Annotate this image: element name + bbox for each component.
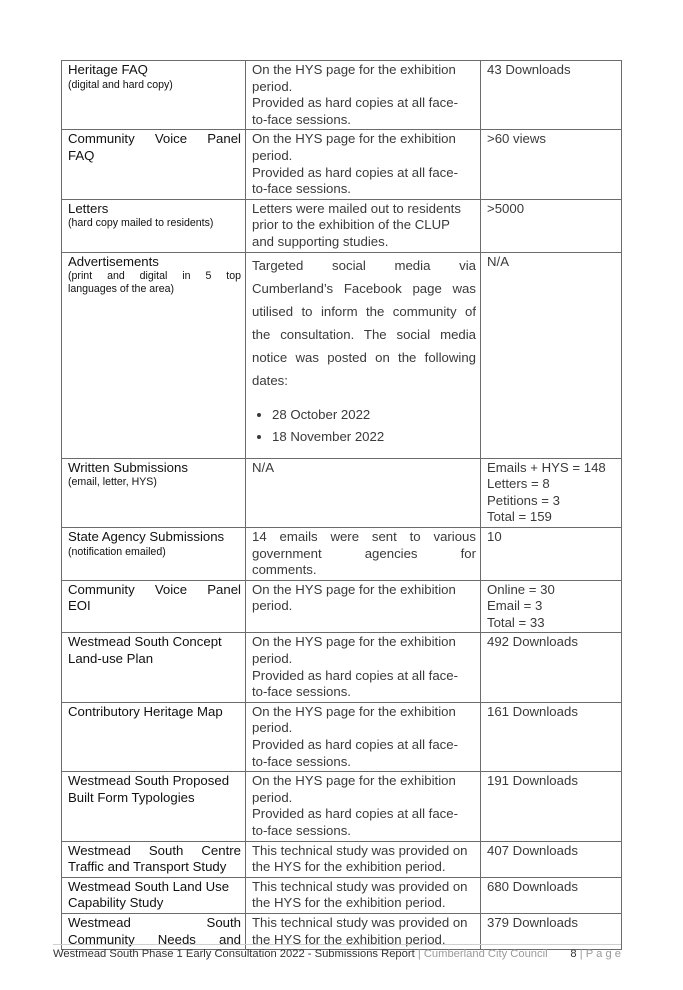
method-line: to-face sessions. (252, 823, 351, 838)
result-line: Online = 30 (487, 581, 555, 597)
result-line: Emails + HYS = 148 (487, 459, 606, 475)
activity-cell (62, 527, 246, 580)
method-line: 14 emails were sent to various (252, 528, 476, 544)
method-line: This technical study was provided on (252, 914, 468, 930)
result-line: Letters = 8 (487, 476, 550, 492)
activity-title: Advertisements (68, 253, 159, 269)
table-row (62, 458, 622, 527)
activity-subtitle: (hard copy mailed to residents) (68, 217, 214, 230)
table-row (62, 580, 622, 633)
activity-title: Westmead South Concept (68, 634, 222, 650)
result-cell (481, 458, 622, 527)
activity-cell (62, 199, 246, 252)
method-line: period. (252, 651, 293, 667)
method-line: On the HYS page for the exhibition (252, 131, 456, 147)
method-line: N/A (252, 459, 274, 475)
footer-org: Cumberland City Council (423, 948, 548, 960)
method-line: period. (252, 598, 293, 614)
result-line: 492 Downloads (487, 634, 578, 650)
method-cell (246, 199, 481, 252)
activity-subtitle: (digital and hard copy) (68, 78, 173, 91)
method-line: the HYS for the exhibition period. (252, 931, 446, 947)
result-line: 407 Downloads (487, 842, 578, 858)
activity-subtitle: languages of the area) (68, 283, 175, 296)
method-line: period. (252, 78, 293, 94)
footer-doc-title: Westmead South Phase 1 Early Consultation 2022 - Submissions Report (53, 948, 415, 960)
footer-separator: | (417, 948, 421, 960)
activity-subtitle: (email, letter, HYS) (68, 476, 157, 489)
activity-cell (62, 580, 246, 633)
method-line: to-face sessions. (252, 181, 351, 197)
result-line: 680 Downloads (487, 878, 578, 894)
table-row (62, 130, 622, 199)
result-cell (481, 130, 622, 199)
activity-title: EOI (68, 598, 91, 614)
activity-title: Built Form Typologies (68, 789, 195, 805)
activity-title: Westmead South Proposed (68, 773, 230, 789)
result-line: >5000 (487, 200, 525, 216)
method-line: government agencies for (252, 545, 476, 561)
method-cell (246, 702, 481, 771)
activity-title: Written Submissions (68, 459, 188, 475)
activity-title: Heritage FAQ (68, 62, 148, 77)
table-row (62, 877, 622, 913)
activity-cell (62, 841, 246, 877)
method-cell (246, 130, 481, 199)
method-line: notice was posted on the following (252, 349, 476, 365)
activity-title: Westmead South Centre (68, 842, 241, 858)
method-cell (246, 580, 481, 633)
activity-cell (62, 702, 246, 771)
method-line: On the HYS page for the exhibition (252, 703, 456, 719)
page-number-value: 8 (570, 948, 577, 960)
method-line: On the HYS page for the exhibition (252, 773, 456, 789)
method-line: and supporting studies. (252, 233, 389, 249)
result-line: Petitions = 3 (487, 492, 560, 508)
page-label: | P a g e (579, 948, 621, 960)
activity-subtitle: (notification emailed) (68, 545, 166, 558)
method-cell (246, 527, 481, 580)
activity-title: FAQ (68, 147, 95, 163)
activity-title: Contributory Heritage Map (68, 703, 223, 719)
result-cell (481, 633, 622, 702)
method-line: On the HYS page for the exhibition (252, 62, 456, 77)
method-line: On the HYS page for the exhibition (252, 634, 456, 650)
activity-subtitle: (print and digital in 5 top (68, 270, 241, 283)
method-cell (246, 252, 481, 458)
table-row (62, 61, 622, 130)
method-line: comments. (252, 562, 317, 578)
method-line: period. (252, 147, 293, 163)
method-line: Provided as hard copies at all face- (252, 737, 458, 753)
table-row (62, 841, 622, 877)
method-line: prior to the exhibition of the CLUP (252, 217, 450, 233)
activity-title: Capability Study (68, 895, 164, 911)
result-line: 379 Downloads (487, 914, 578, 930)
method-line: the HYS for the exhibition period. (252, 895, 446, 911)
activity-title: State Agency Submissions (68, 528, 225, 544)
activity-cell (62, 252, 246, 458)
result-cell (481, 772, 622, 841)
table-row (62, 252, 622, 458)
method-cell (246, 841, 481, 877)
method-line: to-face sessions. (252, 753, 351, 769)
method-line: Provided as hard copies at all face- (252, 95, 458, 111)
method-cell (246, 458, 481, 527)
result-line: Total = 159 (487, 509, 552, 525)
activity-title: Westmead South (68, 914, 241, 930)
table-row (62, 633, 622, 702)
method-cell (246, 61, 481, 130)
consultation-table (61, 60, 622, 950)
method-line: Provided as hard copies at all face- (252, 164, 458, 180)
result-cell (481, 580, 622, 633)
result-cell (481, 61, 622, 130)
result-line: N/A (487, 253, 509, 269)
method-line: This technical study was provided on (252, 842, 468, 858)
method-line: Letters were mailed out to residents (252, 200, 461, 216)
method-line: Cumberland’s Facebook page was (252, 280, 476, 296)
method-cell (246, 877, 481, 913)
method-line: to-face sessions. (252, 684, 351, 700)
method-cell (246, 633, 481, 702)
method-line: Targeted social media via (252, 257, 476, 273)
result-cell (481, 702, 622, 771)
method-line: period. (252, 720, 293, 736)
activity-cell (62, 458, 246, 527)
method-cell (246, 772, 481, 841)
method-line: the consultation. The social media (252, 326, 476, 342)
activity-title: Community Needs and (68, 931, 241, 947)
table-row (62, 527, 622, 580)
table-row (62, 772, 622, 841)
method-line: utilised to inform the community of (252, 303, 476, 319)
method-line: period. (252, 789, 293, 805)
dates-list (252, 404, 476, 448)
activity-title: Traffic and Transport Study (68, 859, 227, 875)
activity-title: Land-use Plan (68, 651, 154, 667)
result-cell (481, 252, 622, 458)
method-line: to-face sessions. (252, 111, 351, 127)
method-line: Provided as hard copies at all face- (252, 806, 458, 822)
activity-cell (62, 772, 246, 841)
method-line: the HYS for the exhibition period. (252, 859, 446, 875)
result-line: Email = 3 (487, 598, 543, 614)
activity-cell (62, 61, 246, 130)
activity-title: Community Voice Panel (68, 581, 241, 597)
table-row (62, 702, 622, 771)
result-cell (481, 527, 622, 580)
result-cell (481, 877, 622, 913)
activity-title: Westmead South Land Use (68, 878, 230, 894)
result-line: Total = 33 (487, 614, 545, 630)
result-cell (481, 199, 622, 252)
table-row (62, 199, 622, 252)
activity-cell (62, 130, 246, 199)
method-line: Provided as hard copies at all face- (252, 667, 458, 683)
page-footer (53, 944, 621, 961)
result-cell (481, 841, 622, 877)
activity-title: Letters (68, 200, 109, 216)
result-line: 191 Downloads (487, 773, 578, 789)
page-number (570, 947, 621, 961)
list-item: • 28 October 2022 (272, 404, 476, 426)
result-line: 43 Downloads (487, 62, 571, 77)
result-line: 161 Downloads (487, 703, 578, 719)
list-item: • 18 November 2022 (272, 426, 476, 448)
result-line: 10 (487, 528, 502, 544)
method-line: On the HYS page for the exhibition (252, 581, 456, 597)
method-line: dates: (252, 372, 288, 388)
activity-cell (62, 877, 246, 913)
result-line: >60 views (487, 131, 547, 147)
activity-title: Community Voice Panel (68, 131, 241, 147)
method-line: This technical study was provided on (252, 878, 468, 894)
activity-cell (62, 633, 246, 702)
